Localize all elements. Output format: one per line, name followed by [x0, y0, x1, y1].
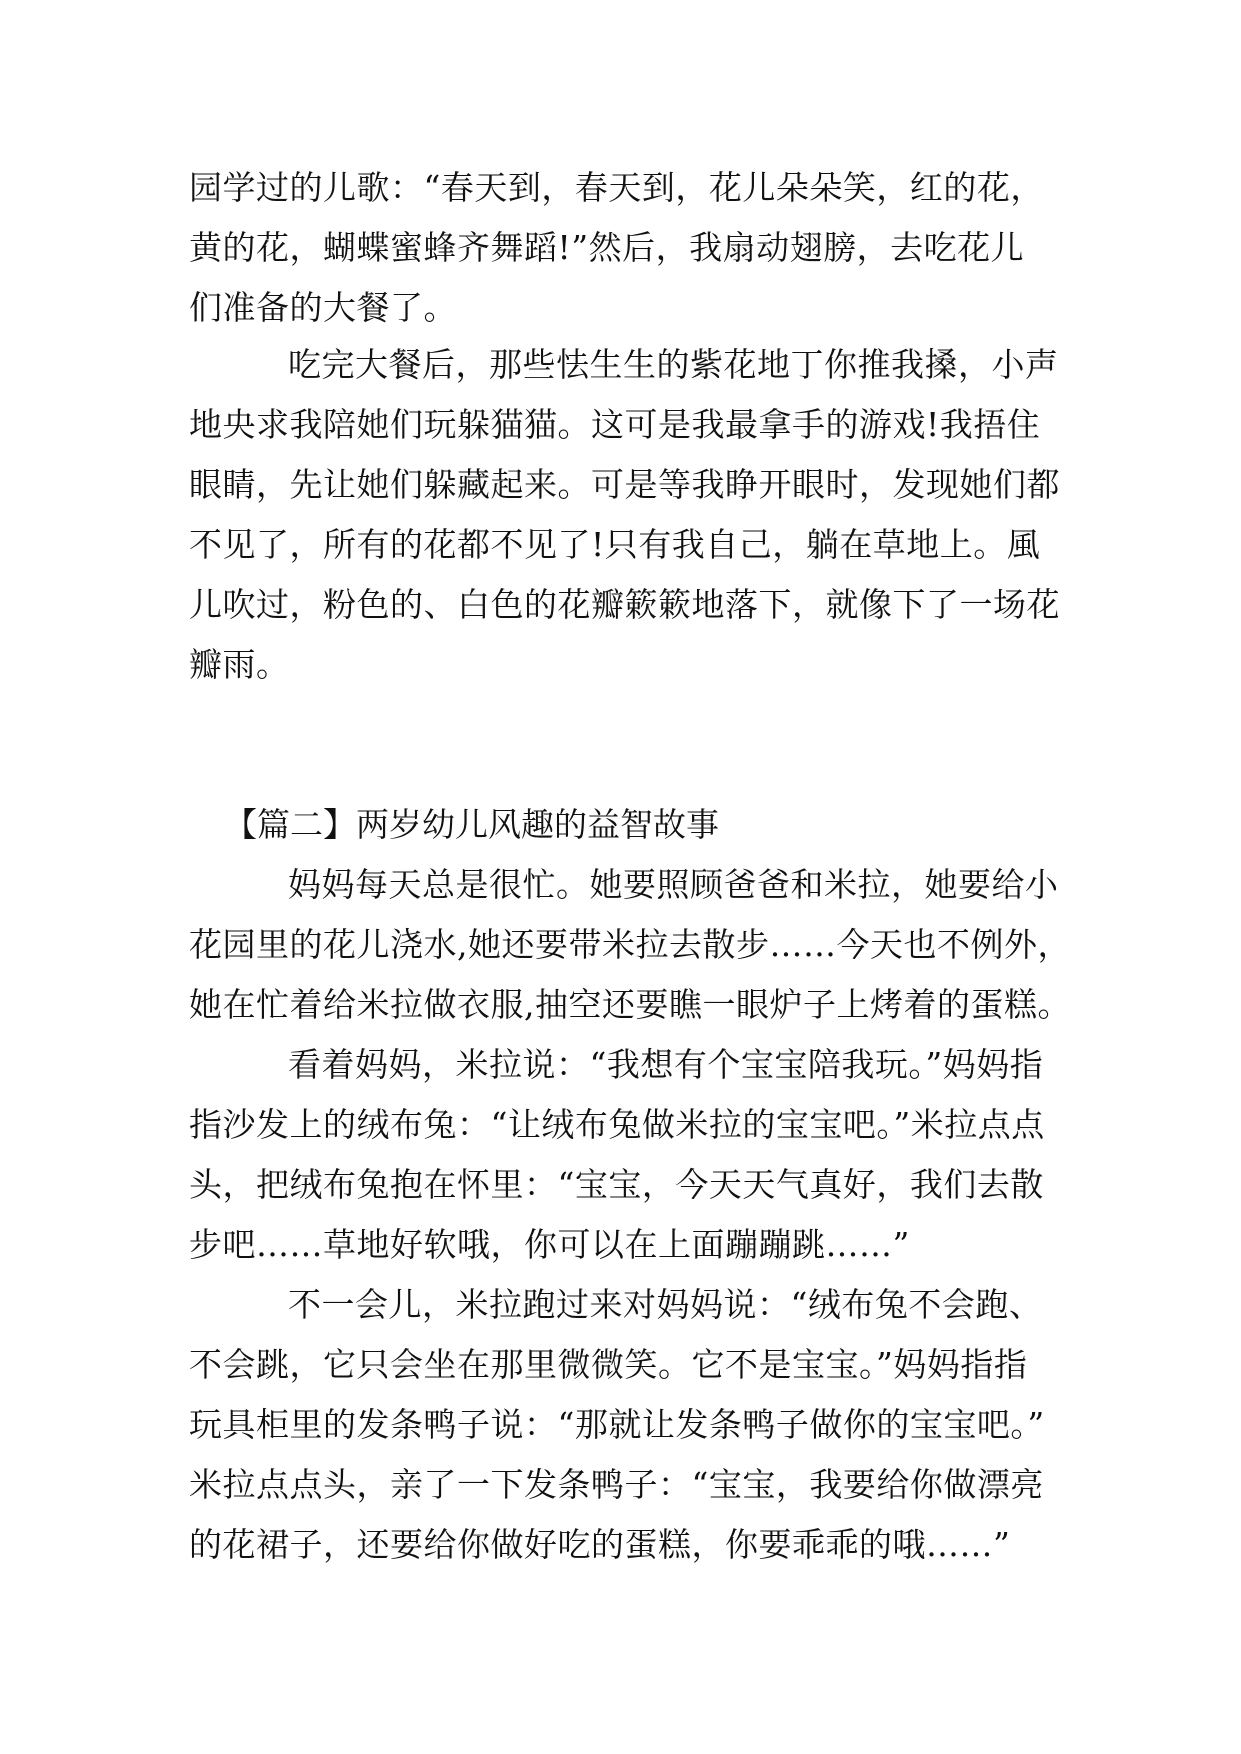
text-line: 指沙发上的绒布兔：“让绒布兔做米拉的宝宝吧。”米拉点点 — [189, 1105, 1045, 1144]
paragraph-2 — [189, 335, 1069, 695]
text-line: 妈妈每天总是很忙。她要照顾爸爸和米拉，她要给小 — [288, 865, 1059, 904]
text-line: 花园里的花儿浇水,她还要带米拉去散步……今天也不例外， — [189, 925, 1071, 964]
text-line: 不会跳，它只会坐在那里微微笑。它不是宝宝。”妈妈指指 — [189, 1345, 1028, 1384]
text-line: 玩具柜里的发条鸭子说：“那就让发条鸭子做你的宝宝吧。” — [189, 1405, 1045, 1444]
paragraph-4 — [189, 1035, 1069, 1275]
text-line: 地央求我陪她们玩躲猫猫。这可是我最拿手的游戏!我捂住 — [189, 405, 1041, 444]
text-line: 园学过的儿歌：“春天到，春天到，花儿朵朵笑，红的花， — [189, 168, 1044, 207]
text-line: 们准备的大餐了。 — [189, 288, 457, 327]
paragraph-3 — [189, 855, 1069, 1035]
text-line: 瓣雨。 — [189, 645, 290, 684]
section-heading: 【篇二】两岁幼儿风趣的益智故事 — [224, 805, 719, 844]
text-line: 眼睛，先让她们躲藏起来。可是等我睁开眼时，发现她们都 — [189, 465, 1060, 504]
text-line: 吃完大餐后，那些怯生生的紫花地丁你推我搡，小声 — [288, 345, 1059, 384]
text-line: 的花裙子，还要给你做好吃的蛋糕，你要乖乖的哦……” — [189, 1525, 1011, 1564]
text-line: 黄的花，蝴蝶蜜蜂齐舞蹈!”然后，我扇动翅膀，去吃花儿 — [189, 228, 1025, 267]
story-body — [189, 855, 1069, 1575]
text-line: 步吧……草地好软哦，你可以在上面蹦蹦跳……” — [189, 1225, 910, 1264]
text-line: 她在忙着给米拉做衣服,抽空还要瞧一眼炉子上烤着的蛋糕。 — [189, 985, 1071, 1024]
text-line: 看着妈妈，米拉说：“我想有个宝宝陪我玩。”妈妈指 — [288, 1045, 1044, 1084]
text-line: 不见了，所有的花都不见了!只有我自己，躺在草地上。風 — [189, 525, 1041, 564]
paragraph-1 — [189, 158, 1069, 338]
paragraph-5 — [189, 1275, 1069, 1575]
text-line: 米拉点点头，亲了一下发条鸭子：“宝宝，我要给你做漂亮 — [189, 1465, 1044, 1504]
text-line: 不一会儿，米拉跑过来对妈妈说：“绒布兔不会跑、 — [288, 1285, 1043, 1324]
text-line: 儿吹过，粉色的、白色的花瓣簌簌地落下，就像下了一场花 — [189, 585, 1060, 624]
text-line: 头，把绒布兔抱在怀里：“宝宝，今天天气真好，我们去散 — [189, 1165, 1044, 1204]
